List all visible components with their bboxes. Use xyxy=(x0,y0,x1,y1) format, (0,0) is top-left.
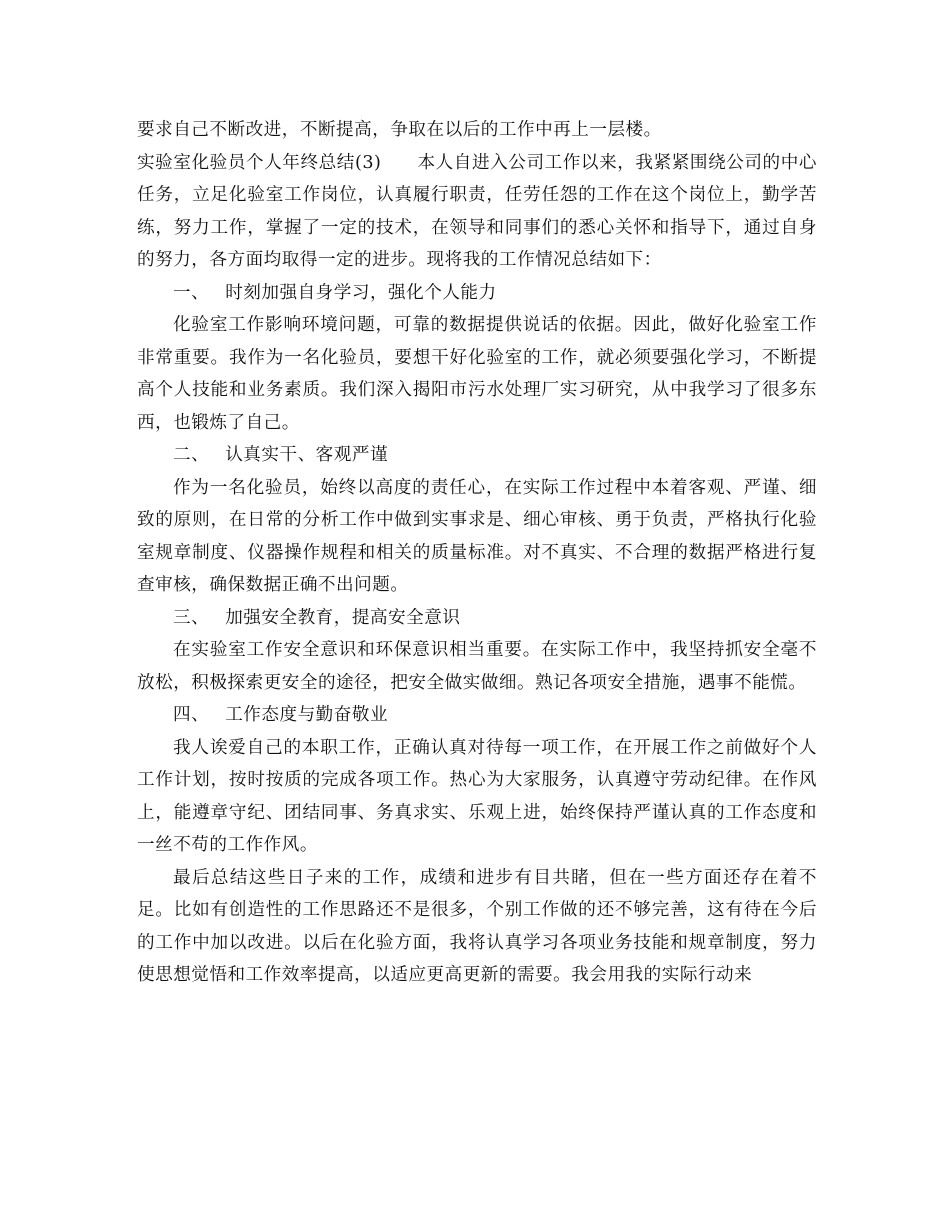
heading-2-text: 认真实干、客观严谨 xyxy=(225,445,389,465)
paragraph-4: 我人诶爱自己的本职工作，正确认真对待每一项工作，在开展工作之前做好个人工作计划，按时按质的完成各项工作。热心为大家服务，认真遵守劳动纪律。在作风上，能遵章守纪、团结同事、务真求实、乐观上进，始终保持严谨认真的工作态度和一丝不苟的工作作风。 xyxy=(137,737,817,855)
heading-2 xyxy=(137,439,817,472)
intro-line: 要求自己不断改进，不断提高，争取在以后的工作中再上一层楼。 xyxy=(137,120,662,140)
heading-1-number: 一、 xyxy=(173,282,210,303)
heading-4 xyxy=(137,699,817,732)
heading-3-number: 三、 xyxy=(173,607,210,628)
paragraph-5: 最后总结这些日子来的工作，成绩和进步有目共睹，但在一些方面还存在着不足。比如有创造性的工作思路还不是很多，个别工作做的还不够完善，这有待在今后的工作中加以改进。以后在化验方面，我将认真学习各项业务技能和规章制度，努力使思想觉悟和工作效率提高，以适应更高更新的需要。我会用我的实际行动来 xyxy=(137,867,817,985)
section-title: 实验室化验员个人年终总结(3) xyxy=(137,152,382,173)
paragraph-2: 作为一名化验员，始终以高度的责任心，在实际工作过程中本着客观、严谨、细致的原则，在日常的分析工作中做到实事求是、细心审核、勇于负责，严格执行化验室规章制度、仪器操作规程和相关的质量标准。对不真实、不合理的数据严格进行复查审核，确保数据正确不出问题。 xyxy=(137,477,817,595)
heading-3 xyxy=(137,602,817,635)
heading-2-number: 二、 xyxy=(173,445,210,465)
heading-4-number: 四、 xyxy=(173,705,210,725)
heading-4-text: 工作态度与勤奋敬业 xyxy=(225,705,389,725)
heading-1-text: 时刻加强自身学习，强化个人能力 xyxy=(225,282,497,303)
heading-3-text: 加强安全教育，提高安全意识 xyxy=(225,607,461,628)
section-paragraph xyxy=(137,147,817,277)
opening-paragraph: 本人自进入公司工作以来，我紧紧围绕公司的中心任务，立足化验室工作岗位，认真履行职责，任劳任怨的工作在这个岗位上，勤学苦练，努力工作，掌握了一定的技术，在领导和同事们的悉心关怀和指导下，通过自身的努力，各方面均取得一定的进步。现将我的工作情况总结如下： xyxy=(137,152,817,270)
document-body xyxy=(137,114,817,992)
paragraph-1: 化验室工作影响环境问题，可靠的数据提供说话的依据。因此，做好化验室工作非常重要。我作为一名化验员，要想干好化验室的工作，就必须要强化学习，不断提高个人技能和业务素质。我们深入揭阳市污水处理厂实习研究，从中我学习了很多东西，也锻炼了自己。 xyxy=(137,315,817,433)
heading-1 xyxy=(137,277,817,310)
paragraph-3: 在实验室工作安全意识和环保意识相当重要。在实际工作中，我坚持抓安全毫不放松，积极探索更安全的途径，把安全做实做细。熟记各项安全措施，遇事不能慌。 xyxy=(137,640,817,693)
